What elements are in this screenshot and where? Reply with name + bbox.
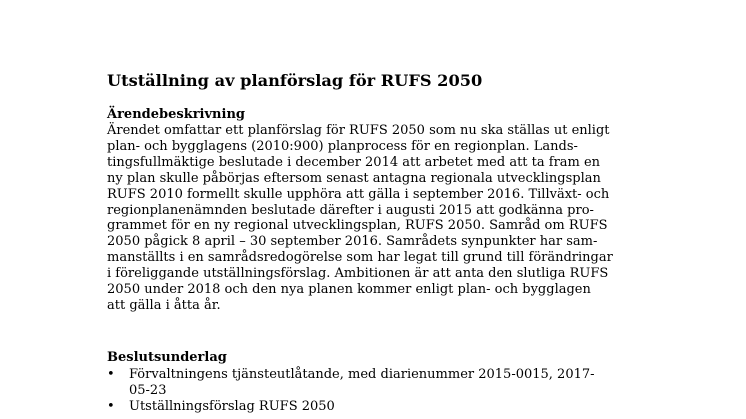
description-line: regionplanenämnden beslutade därefter i augusti 2015 att godkänna pro- [107, 202, 594, 218]
basis-heading: Beslutsunderlag [107, 350, 227, 365]
bullet-icon: • [107, 367, 115, 382]
description-line: grammet för en ny regional utvecklingsplan, RUFS 2050. Samråd om RUFS [107, 218, 608, 234]
description-line: Ärendet omfattar ett planförslag för RUFS 2050 som nu ska ställas ut enligt [107, 123, 610, 138]
description-line: RUFS 2010 formellt skulle upphöra att gälla i september 2016. Tillväxt- och [107, 186, 610, 202]
list-item [107, 367, 595, 399]
description-line: att gälla i åtta år. [107, 297, 221, 313]
description-line: manställts i en samrådsredogörelse som har legat till grund till förändringar [107, 250, 613, 266]
bullet-icon: • [107, 398, 115, 414]
description-heading: Ärendebeskrivning [107, 107, 245, 122]
description-line: 2050 pågick 8 april – 30 september 2016. Samrådets synpunkter har sam- [107, 234, 598, 250]
description-line: ny plan skulle påbörjas eftersom senast antagna regionala utvecklingsplan [107, 170, 601, 186]
description-line: i föreliggande utställningsförslag. Ambitionen är att anta den slutliga RUFS [107, 266, 609, 282]
description-line: tingsfullmäktige beslutade i december 2014 att arbetet med att ta fram en [107, 154, 601, 170]
list-item-line: Utställningsförslag RUFS 2050 [129, 398, 335, 414]
list-item-line: 05-23 [129, 382, 167, 398]
description-line: 2050 under 2018 och den nya planen kommer enligt plan- och bygglagen [107, 282, 591, 298]
description-body [107, 123, 613, 314]
description-line: plan- och bygglagens (2010:900) planprocess för en regionplan. Lands- [107, 138, 578, 154]
list-item-line: Förvaltningens tjänsteutlåtande, med diarienummer 2015-0015, 2017- [129, 367, 595, 382]
basis-list [107, 367, 595, 415]
list-item [107, 399, 595, 415]
document-title: Utställning av planförslag för RUFS 2050 [107, 71, 483, 90]
